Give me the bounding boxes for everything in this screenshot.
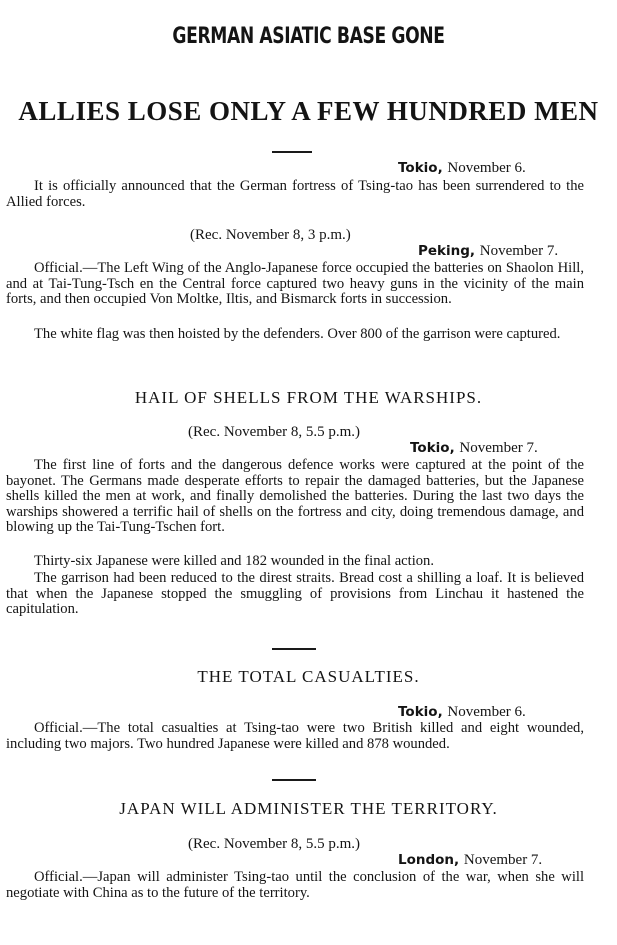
headline-top: GERMAN ASIATIC BASE GONE — [172, 24, 445, 49]
subheading: HAIL OF SHELLS FROM THE WARSHIPS. — [134, 388, 483, 407]
paragraph: Thirty-six Japanese were killed and 182 wounded in the final action. — [34, 553, 434, 569]
dateline-date: November 7. — [463, 852, 543, 868]
paragraph: The first line of forts and the dangerous defence works were captured at the point of the bayonet. The Germans made desperate efforts to repair the damaged batteries, but the Japanese shells killed the men at work, and finally demolished the batteries. During the last two days the warships showered a terrific hail of shells on the fortress and city, doing tremendous damage, and blowing up the Tai-Tung-Tschen fort. — [6, 457, 584, 536]
dateline — [418, 243, 558, 260]
paragraph: The garrison had been reduced to the direst straits. Bread cost a shilling a loaf. It is believed that when the Japanese stopped the smuggling of provisions from Linchau it hastened the capitulation. — [6, 570, 584, 618]
dateline — [398, 852, 542, 869]
dateline-place: Tokio, — [410, 440, 455, 456]
dateline-place: Tokio, — [398, 704, 443, 720]
dateline-date: November 6. — [447, 704, 526, 720]
separator-rule — [272, 648, 316, 650]
subheading: JAPAN WILL ADMINISTER THE TERRITORY. — [119, 799, 498, 818]
dateline-place: London, — [398, 852, 460, 868]
separator-rule — [272, 151, 312, 153]
separator-rule — [272, 779, 316, 781]
paragraph: Official.—Japan will administer Tsing-tao until the conclusion of the war, when she will negotiate with China as to the future of the territory. — [6, 869, 584, 901]
dateline-place: Tokio, — [398, 160, 443, 176]
paragraph: Official.—The total casualties at Tsing-tao were two British killed and eight wounded, including two majors. Two hundred Japanese were killed and 878 wounded. — [6, 720, 584, 752]
received-line: (Rec. November 8, 5.5 p.m.) — [188, 836, 361, 852]
received-line: (Rec. November 8, 3 p.m.) — [190, 227, 351, 243]
headline-main: ALLIES LOSE ONLY A FEW HUNDRED MEN — [18, 96, 599, 126]
paragraph: It is officially announced that the German fortress of Tsing-tao has been surrendered to the Allied forces. — [6, 178, 584, 210]
dateline-date: November 7. — [459, 440, 538, 456]
dateline-date: November 7. — [479, 243, 559, 259]
dateline-place: Peking, — [418, 243, 476, 259]
dateline — [398, 160, 526, 177]
paragraph: Official.—The Left Wing of the Anglo-Japanese force occupied the batteries on Shaolon Hill, and at Tai-Tung-Tsch en the Central force captured two heavy guns in the vicinity of the main forts, and then occupied Von Moltke, Iltis, and Bismarck forts in succession. — [6, 260, 584, 308]
dateline-date: November 6. — [447, 160, 526, 176]
dateline — [398, 704, 526, 721]
received-line: (Rec. November 8, 5.5 p.m.) — [188, 424, 361, 440]
paragraph: The white flag was then hoisted by the defenders. Over 800 of the garrison were captured. — [34, 326, 561, 342]
subheading: THE TOTAL CASUALTIES. — [197, 667, 420, 686]
dateline — [410, 440, 538, 457]
